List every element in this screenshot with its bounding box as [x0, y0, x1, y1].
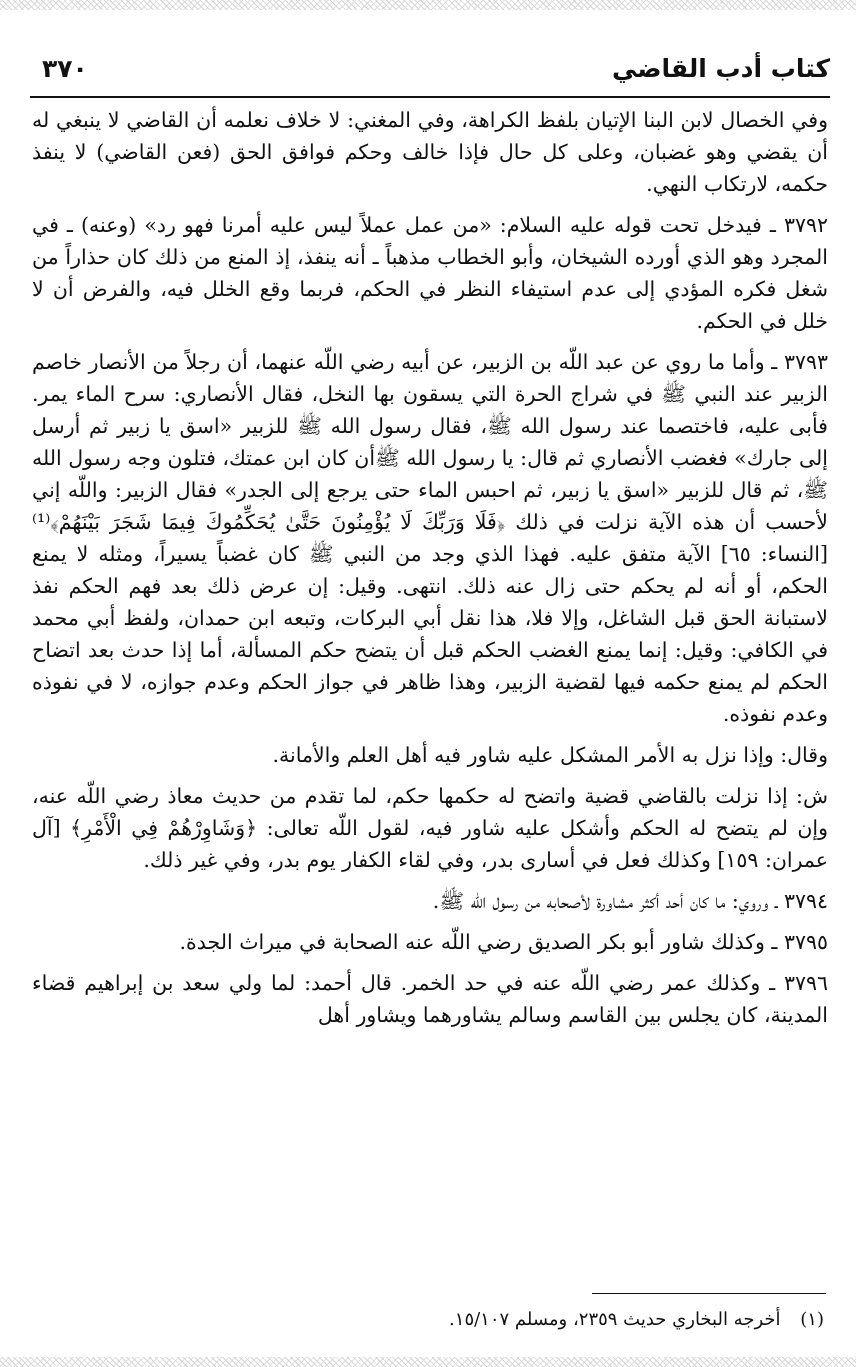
paragraph: ش: إذا نزلت بالقاضي قضية واتضح له حكمها حكم، لما تقدم من حديث معاذ رضي اللّه عنه، وإن لم يتضح له الحكم وأشكل عليه شاور فيه، لقول اللّه تعالى: ﴿وَشَاوِرْهُمْ فِي الْأَمْرِ﴾ [آل عمران: ١٥٩] وكذلك فعل في أسارى بدر، وفي لقاء الكفار يوم بدر، وفي غير ذلك.: [32, 784, 828, 872]
footnote: [34, 1307, 824, 1333]
paragraph: ٣٧٩٦ ـ وكذلك عمر رضي اللّه عنه في حد الخمر. قال أحمد: لما ولي سعد بن إبراهيم قضاء المدينة، كان يجلس بين القاسم وسالم يشاورهما ويشاور أهل: [32, 971, 828, 1027]
paragraph: وقال: وإذا نزل به الأمر المشكل عليه شاور فيه أهل العلم والأمانة.: [272, 743, 828, 767]
paragraph: ٣٧٩٤ ـ وروي: ما كان أحد أكثر مشاورة لأصحابه من رسول الله ﷺ.: [432, 889, 828, 913]
footnote-number: (١): [800, 1309, 824, 1330]
main-text: [32, 104, 828, 1040]
paragraph: ٣٧٩٣ ـ وأما ما روي عن عبد اللّه بن الزبير، عن أبيه رضي اللّه عنهما، أن رجلاً من الأنصار خاصم الزبير عند النبي ﷺ في شراج الحرة التي يسقون بها النخل، فقال الأنصاري: سرح الماء يمر. فأبى عليه، فاختصما عند رسول الله ﷺ، فقال رسول الله ﷺ للزبير «اسق يا زبير ثم أرسل إلى جارك» فغضب الأنصاري ثم قال: يا رسول الله ﷺأن كان ابن عمتك، فتلون وجه رسول الله ﷺ، ثم قال للزبير «اسق يا زبير، ثم احبس الماء حتى يرجع إلى الجدر» فقال الزبير: واللّه إني لأحسب أن هذه الآية نزلت في ذلك ﴿فَلَا وَرَبِّكَ لَا يُؤْمِنُونَ حَتَّىٰ يُحَكِّمُوكَ فِيمَا شَجَرَ بَيْنَهُمْ﴾⁽¹⁾ [النساء: ٦٥] الآية متفق عليه. فهذا الذي وجد من النبي ﷺ كان غضباً يسيراً، ومثله لا يمنع الحكم، أو أنه لم يحكم حتى زال عنه ذلك. انتهى. وقيل: إن عرض ذلك بعد فهم الحكم نفذ لاستبانة الحق قبل الشاغل، وإلا فلا، هذا نقل أبي البركات، وتبعه ابن حمدان، ولفظ أبي محمد في الكافي: وقيل: إنما يمنع الغضب الحكم قبل أن يتضح حكم المسألة، أما إذا حدث بعد اتضاح الحكم لم يمنع حكمه فيها لقضية الزبير، وهذا ظاهر في جواز الحكم وعدم جوازه، لا في نفوذه وعدم نفوذه.: [32, 350, 828, 726]
running-title: كتاب أدب القاضي: [612, 54, 830, 83]
page-header: [30, 50, 830, 90]
page-number: ٣٧٠: [42, 54, 88, 83]
paragraph: ٣٧٩٥ ـ وكذلك شاور أبو بكر الصديق رضي اللّه عنه الصحابة في ميراث الجدة.: [179, 930, 828, 954]
header-rule: [30, 96, 830, 98]
scan-edge-bottom: [0, 1357, 856, 1367]
scan-edge-top: [0, 0, 856, 10]
footnote-text: أخرجه البخاري حديث ٢٣٥٩، ومسلم ١٥/١٠٧.: [449, 1309, 781, 1330]
paragraph: ٣٧٩٢ ـ فيدخل تحت قوله عليه السلام: «من عمل عملاً ليس عليه أمرنا فهو رد» (وعنه) ـ في المجرد وهو الذي أورده الشيخان، وأبو الخطاب مذهباً ـ أنه ينفذ، إذ المنع من ذلك كان حذاراً من شغل فكره المؤدي إلى عدم استيفاء النظر في الحكم، فربما وقع الخلل فيه، والفرض أن لا خلل في الحكم.: [32, 213, 828, 333]
footnote-rule: [592, 1293, 826, 1294]
paragraph: وفي الخصال لابن البنا الإتيان بلفظ الكراهة، وفي المغني: لا خلاف نعلمه أن القاضي لا ينبغي له أن يقضي وهو غضبان، وعلى كل حال فإذا خالف وحكم فوافق الحق (فعن القاضي) لا ينفذ حكمه، لارتكاب النهي.: [32, 108, 828, 196]
